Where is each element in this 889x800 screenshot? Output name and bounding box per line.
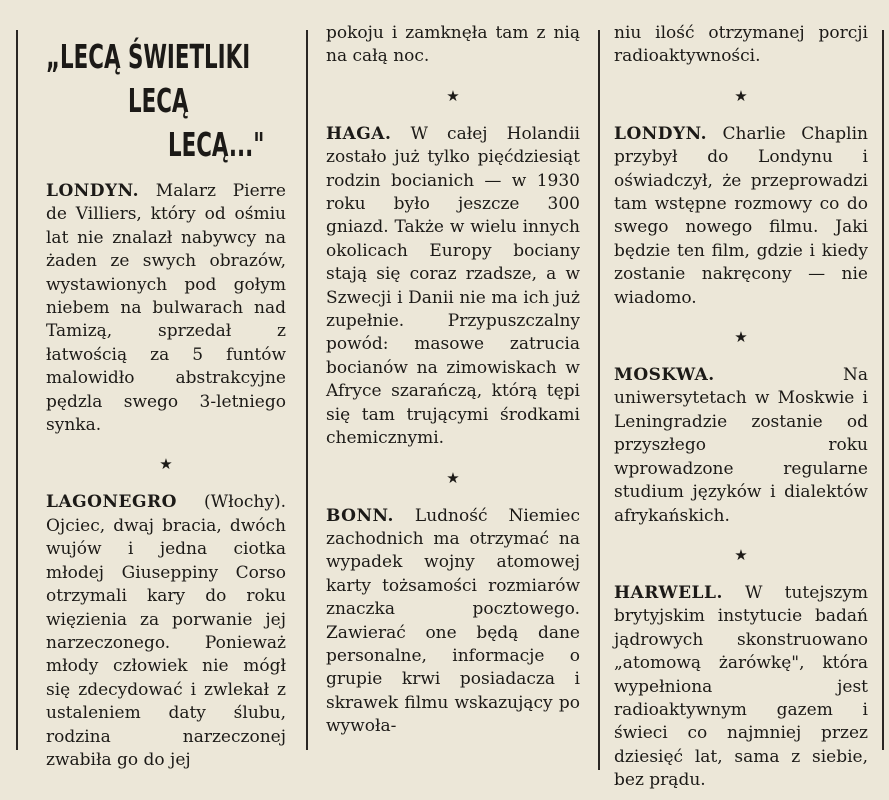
article-text: Charlie Chaplin przybył do Londynu i oświadczył, że przeprowadzi tam wstępne rozmowy co do swego nowego filmu. Jaki będzie ten film, gdzie i kiedy zostanie nakręcony — nie wiadomo. [614, 123, 868, 308]
dateline: HAGA. [326, 123, 392, 144]
dateline: HARWELL. [614, 582, 723, 603]
column-3 [614, 22, 868, 793]
headline-line-2: LECĄ [128, 81, 189, 120]
column-rule-left [16, 30, 18, 750]
article-text: Na uniwersytetach w Moskwie i Leningradzie zostanie od przyszłego roku wprowadzone regularne studium języków i dialektów afrykańskich. [614, 365, 868, 526]
article-text: Malarz Pierre de Villiers, który od ośmiu lat nie znalazł nabywcy na żaden ze swych obrazów, wystawionych pod gołym niebem na bulwarach nad Tamizą, sprzedał z łatwością za 5 funtów malowidło abstrakcyjne pędzla swego 3-letniego synka. [46, 181, 286, 436]
article-haga [326, 123, 580, 451]
article-lagonegro [46, 491, 286, 772]
column-rule-right [882, 30, 884, 750]
article-text: (Włochy). Ojciec, dwaj bracia, dwóch wujów i jedna ciotka młodej Giuseppiny Corso otrzymali kary do roku więzienia za porwanie jej narzeczonego. Ponieważ młody człowiek nie mógł się zdecydować i zwlekał z ustaleniem daty ślubu, rodzina narzeczonej zwabiła go do jej [46, 492, 286, 770]
headline-line-3: LECĄ..." [168, 125, 265, 164]
article-harwell [614, 582, 868, 793]
dateline: LAGONEGRO [46, 492, 177, 513]
article-continuation: pokoju i zamknęła tam z nią na całą noc. [326, 23, 580, 67]
headline [46, 30, 286, 180]
separator-star: ★ [734, 328, 748, 347]
article-bonn [326, 505, 580, 739]
dateline: BONN. [326, 505, 394, 526]
separator-star: ★ [446, 86, 460, 105]
article-moskwa [614, 364, 868, 528]
separator-star: ★ [734, 545, 748, 564]
article-text: W całej Holandii zostało już tylko pięćdziesiąt rodzin bocianich — w 1930 roku było jeszcze 300 gniazd. Także w wielu innych okolicach Europy bociany stają się coraz rzadsze, a w Szwecji i Danii nie ma ich już zupełnie. Przypuszczalny powód: masowe zatrucia bocianów na zimowiskach w Afryce szarańczą, którą tępi się tam trującymi środkami chemicznymi. [326, 123, 580, 449]
article-text: Ludność Niemiec zachodnich ma otrzymać na wypadek wojny atomowej karty tożsamości rozmiarów znaczka pocztowego. Zawierać one będą dane personalne, informacje o grupie krwi posiadacza i skrawek filmu wskazujący po wywoła- [326, 505, 580, 737]
article-continuation: niu ilość otrzymanej porcji radioaktywności. [614, 23, 868, 67]
article-london-chaplin [614, 123, 868, 310]
dateline: MOSKWA. [614, 365, 715, 386]
dateline: LONDYN. [614, 123, 708, 144]
dateline: LONDYN. [46, 181, 140, 201]
headline-line-1: „LECĄ ŚWIETLIKI [46, 37, 251, 76]
column-rule-2 [598, 30, 600, 770]
separator-star: ★ [734, 86, 748, 105]
column-rule-1 [306, 30, 308, 750]
separator-star: ★ [159, 455, 173, 474]
column-1 [46, 30, 286, 772]
column-2 [326, 22, 580, 739]
separator-star: ★ [446, 468, 460, 487]
article-text: W tutejszym brytyjskim instytucie badań jądrowych skonstruowano „atomową żarówkę", która wypełniona jest radioaktywnym gazem i świeci co najmniej przez dziesięć lat, sama z siebie, bez prądu. [614, 582, 868, 791]
article-london-art [46, 180, 286, 437]
